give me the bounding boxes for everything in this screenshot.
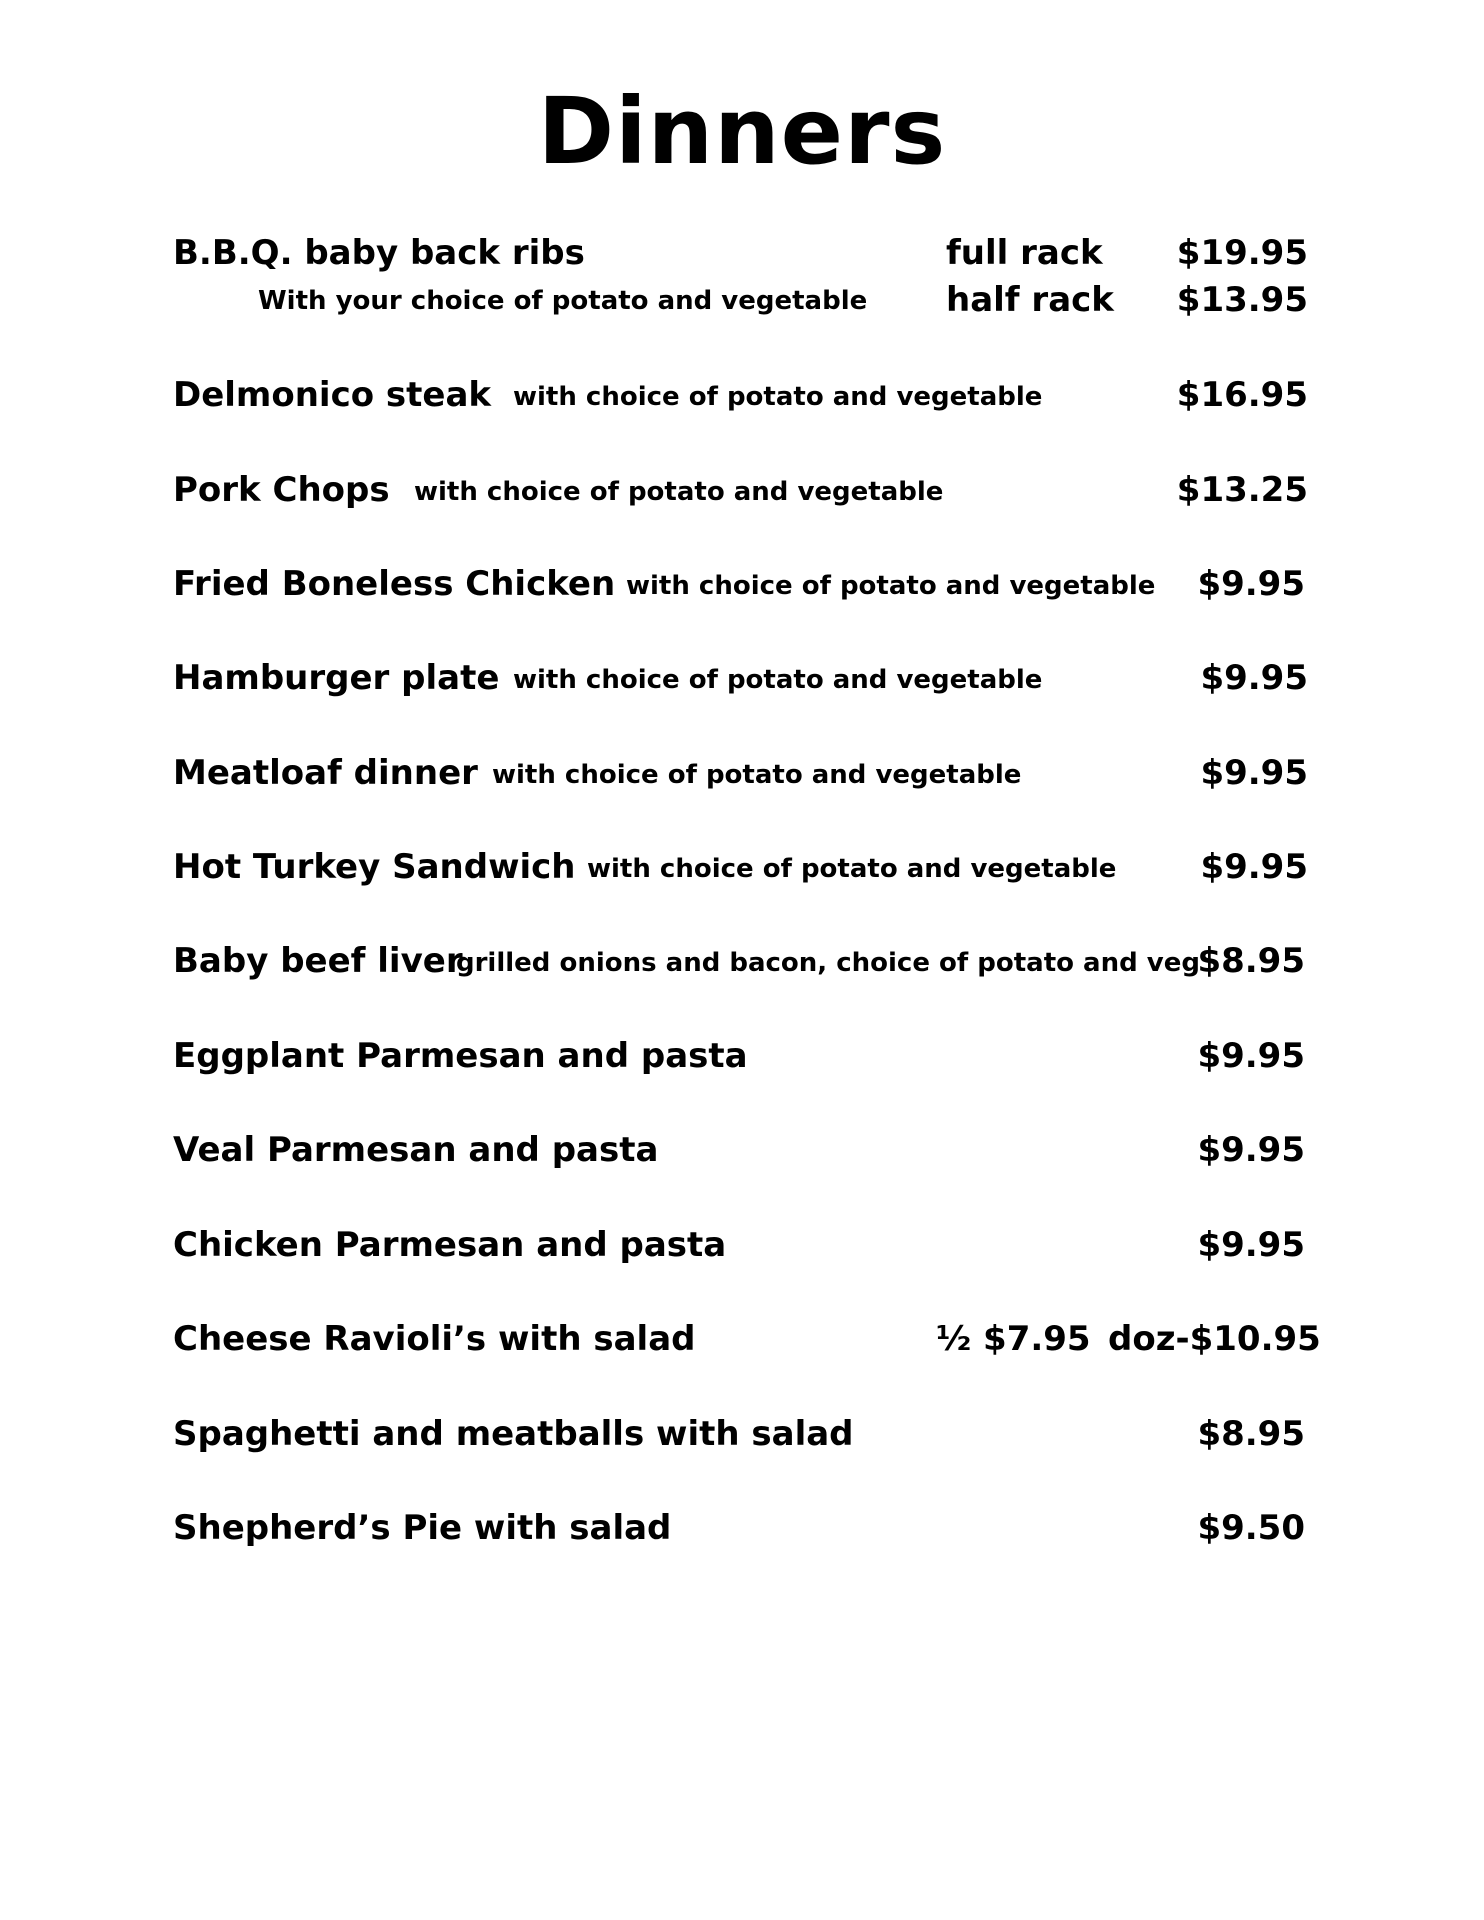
- menu-item-name: Veal Parmesan and pasta: [173, 1130, 659, 1170]
- half-rack-label: half rack: [946, 280, 1114, 320]
- menu-item-price: $13.25: [1176, 470, 1308, 510]
- menu-item-name: Pork Chops: [173, 470, 390, 510]
- menu-item-price: $9.95: [1197, 564, 1305, 604]
- full-rack-label: full rack: [946, 233, 1103, 273]
- menu-item-name: Spaghetti and meatballs with salad: [173, 1414, 854, 1454]
- menu-item-name: Shepherd’s Pie with salad: [173, 1508, 672, 1548]
- menu-item-description: with choice of potato and vegetable: [626, 571, 1156, 601]
- menu-item-name: Chicken Parmesan and pasta: [173, 1225, 727, 1265]
- menu-item-price: $9.95: [1197, 1225, 1305, 1265]
- menu-item-description: with choice of potato and vegetable: [513, 665, 1043, 695]
- menu-item-price: $9.95: [1200, 847, 1308, 887]
- page-title: Dinners: [537, 78, 947, 185]
- menu-item-price: $16.95: [1176, 375, 1308, 415]
- menu-item-price: $9.95: [1197, 1036, 1305, 1076]
- dozen-price: doz-$10.95: [1108, 1319, 1321, 1359]
- menu-item-price: $8.95: [1197, 1414, 1305, 1454]
- menu-item-name: Cheese Ravioli’s with salad: [173, 1319, 696, 1359]
- menu-item-name: Hot Turkey Sandwich: [173, 847, 576, 887]
- menu-item-description: with choice of potato and vegetable: [492, 760, 1022, 790]
- menu-item-description: with choice of potato and vegetable: [513, 382, 1043, 412]
- menu-item-name: Eggplant Parmesan and pasta: [173, 1036, 748, 1076]
- menu-item-description: with choice of potato and vegetable: [587, 854, 1117, 884]
- menu-item-price: $9.95: [1200, 753, 1308, 793]
- menu-item-name: B.B.Q. baby back ribs: [173, 233, 585, 273]
- menu-item-name: Hamburger plate: [173, 658, 500, 698]
- full-rack-price: $19.95: [1176, 233, 1308, 273]
- menu-item-price: $8.95: [1197, 941, 1305, 981]
- menu-item-price: $9.95: [1200, 658, 1308, 698]
- menu-item-description: With your choice of potato and vegetable: [258, 286, 868, 316]
- half-dozen-price: ½ $7.95: [936, 1319, 1091, 1359]
- menu-item-description: with choice of potato and vegetable: [414, 477, 944, 507]
- menu-item-name: Baby beef liver: [173, 941, 463, 981]
- menu-item-name: Delmonico steak: [173, 375, 492, 415]
- menu-item-name: Fried Boneless Chicken: [173, 564, 616, 604]
- menu-item-price: $9.95: [1197, 1130, 1305, 1170]
- menu-item-description: grilled onions and bacon, choice of potato and veg: [456, 948, 1200, 978]
- menu-item-name: Meatloaf dinner: [173, 753, 478, 793]
- menu-item-price: $9.50: [1197, 1508, 1305, 1548]
- half-rack-price: $13.95: [1176, 280, 1308, 320]
